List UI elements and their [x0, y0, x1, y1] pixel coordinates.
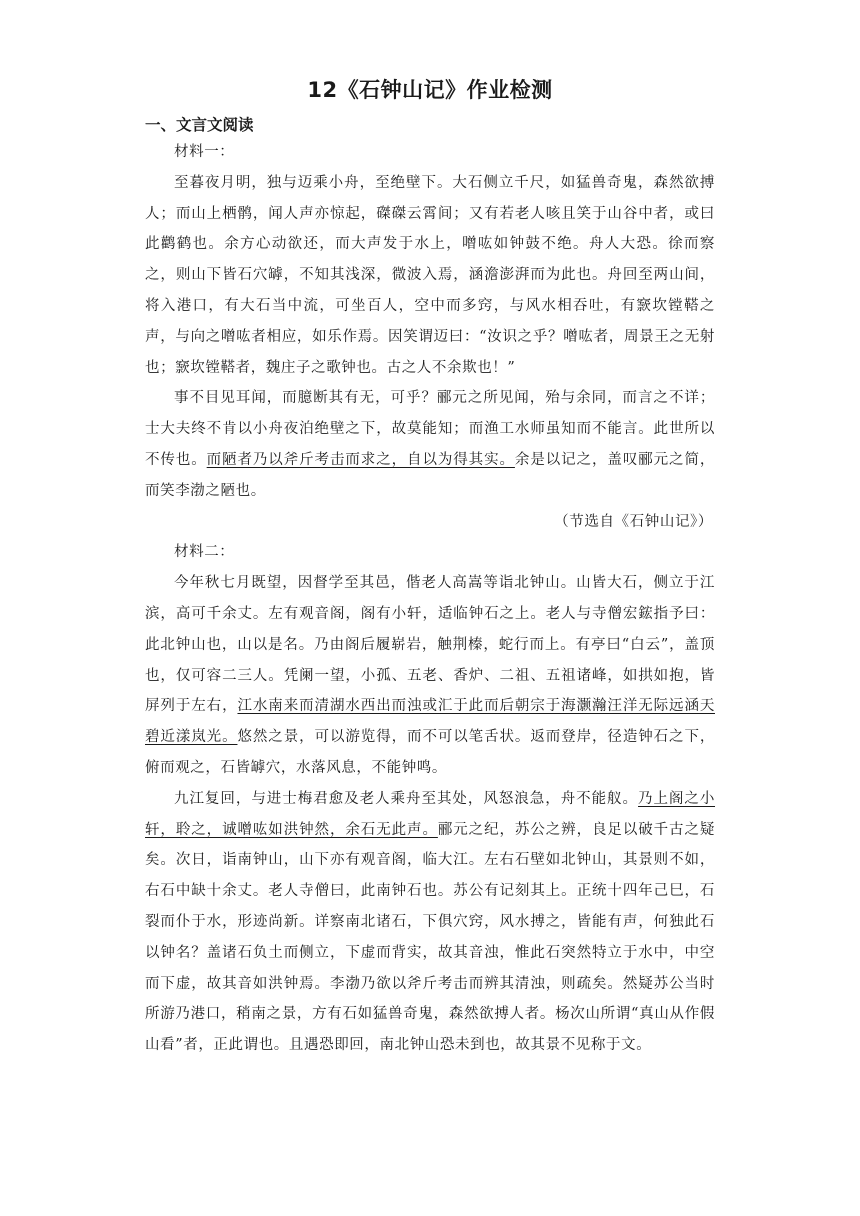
material1-p2-text: 事不目见耳闻，而臆断其有无，可乎？郦元之所见闻，殆与余同，而言之不详；士大夫终不肯以小舟夜泊绝壁之下，故莫能知；而渔工水师虽知而不能言。此世所以不传也。: [145, 390, 715, 468]
document-title: 12《石钟山记》作业检测: [307, 78, 553, 102]
material2-p1-text: 今年秋七月既望，因督学至其邑，偕老人高嵩等诣北钟山。山皆大石，侧立于江滨，高可千余丈。左有观音阁，阁有小轩，适临钟石之上。老人与寺僧宏鋐指予曰：此北钟山也，山以是名。乃由阁后履崭岩，触荆榛，蛇行而上。有亭曰“白云”，盖顶也，仅可容二三人。凭阑一望，小孤、五老、香炉、二祖、五祖诸峰，如拱如抱，皆屏列于左右，: [145, 575, 715, 715]
material1-source: （节选自《石钟山记》）: [554, 513, 713, 530]
material1-p1-text: 至暮夜月明，独与迈乘小舟，至绝壁下。大石侧立千尺，如猛兽奇鬼，森然欲搏人；而山上栖鹘，闻人声亦惊起，磔磔云霄间；又有若老人咳且笑于山谷中者，或曰此鹳鹤也。余方心动欲还，而大声发于水上，噌吰如钟鼓不绝。舟人大恐。徐而察之，则山下皆石穴罅，不知其浅深，微波入焉，涵澹澎湃而为此也。舟回至两山间，将入港口，有大石当中流，可坐百人，空中而多窍，与风水相吞吐，有窾坎镗鞳之声，与向之噌吰者相应，如乐作焉。因笑谓迈曰：“汝识之乎？噌吰者，周景王之无射也；窾坎镗鞳者，魏庄子之歌钟也。古之人不余欺也！”: [145, 174, 715, 376]
material1-label: 材料一：: [174, 144, 235, 160]
reading-passages: [145, 137, 715, 1061]
section-heading: 一、文言文阅读: [145, 116, 254, 134]
material2-paragraph-2: [145, 784, 715, 1061]
material2-p2-underlined-sentence: 乃上阁之小轩，聆之，诚噌吰如洪钟然，余石无此声。: [145, 790, 716, 838]
material2-label: 材料二：: [174, 544, 235, 561]
material1-p2-underlined-sentence: 而陋者乃以斧斤考击而求之，自以为得其实。: [206, 451, 515, 468]
material1-paragraph-1: [145, 168, 715, 384]
material2-p2-text: 九江复回，与进士梅君愈及老人乘舟至其处，风怒浪急，舟不能舣。: [174, 790, 639, 807]
material1-p2-text-end: 余是以记之，盖叹郦元之简，而笑李渤之陋也。: [145, 451, 715, 499]
material2-p1-text-end: 悠然之景，可以游览得，而不可以笔舌状。返而登岸，径造钟石之下，俯而观之，石皆罅穴，水落风息，不能钟鸣。: [145, 729, 715, 776]
material2-p2-text-end: 郦元之纪，苏公之辨，良足以破千古之疑矣。次日，诣南钟山，山下亦有观音阁，临大江。左右石壁如北钟山，其景则不如，右石中缺十余丈。老人寺僧曰，此南钟石也。苏公有记刻其上。正统十四年己巳，石裂而仆于水，形迹尚新。详察南北诸石，下俱穴窍，风水搏之，皆能有声，何独此石以钟名？盖诸石负土而侧立，下虚而背实，故其音浊，惟此石突然特立于水中，中空而下虚，故其音如洪钟焉。李渤乃欲以斧斤考击而辨其清浊，则疏矣。然疑苏公当时所游乃港口，稍南之景，方有石如猛兽奇鬼，森然欲搏人者。杨次山所谓“真山从作假山看”者，正此谓也。且遇恐即回，南北钟山恐未到也，故其景不见称于文。: [145, 821, 715, 1054]
material2-paragraph-1: [145, 568, 715, 784]
material1-paragraph-2: [145, 383, 715, 506]
material2-p1-underlined-sentence: 江水南来而清湖水西出而浊或汇于此而后朝宗于海灏瀚汪洋无际远涵天碧近漾岚光。: [145, 698, 715, 746]
